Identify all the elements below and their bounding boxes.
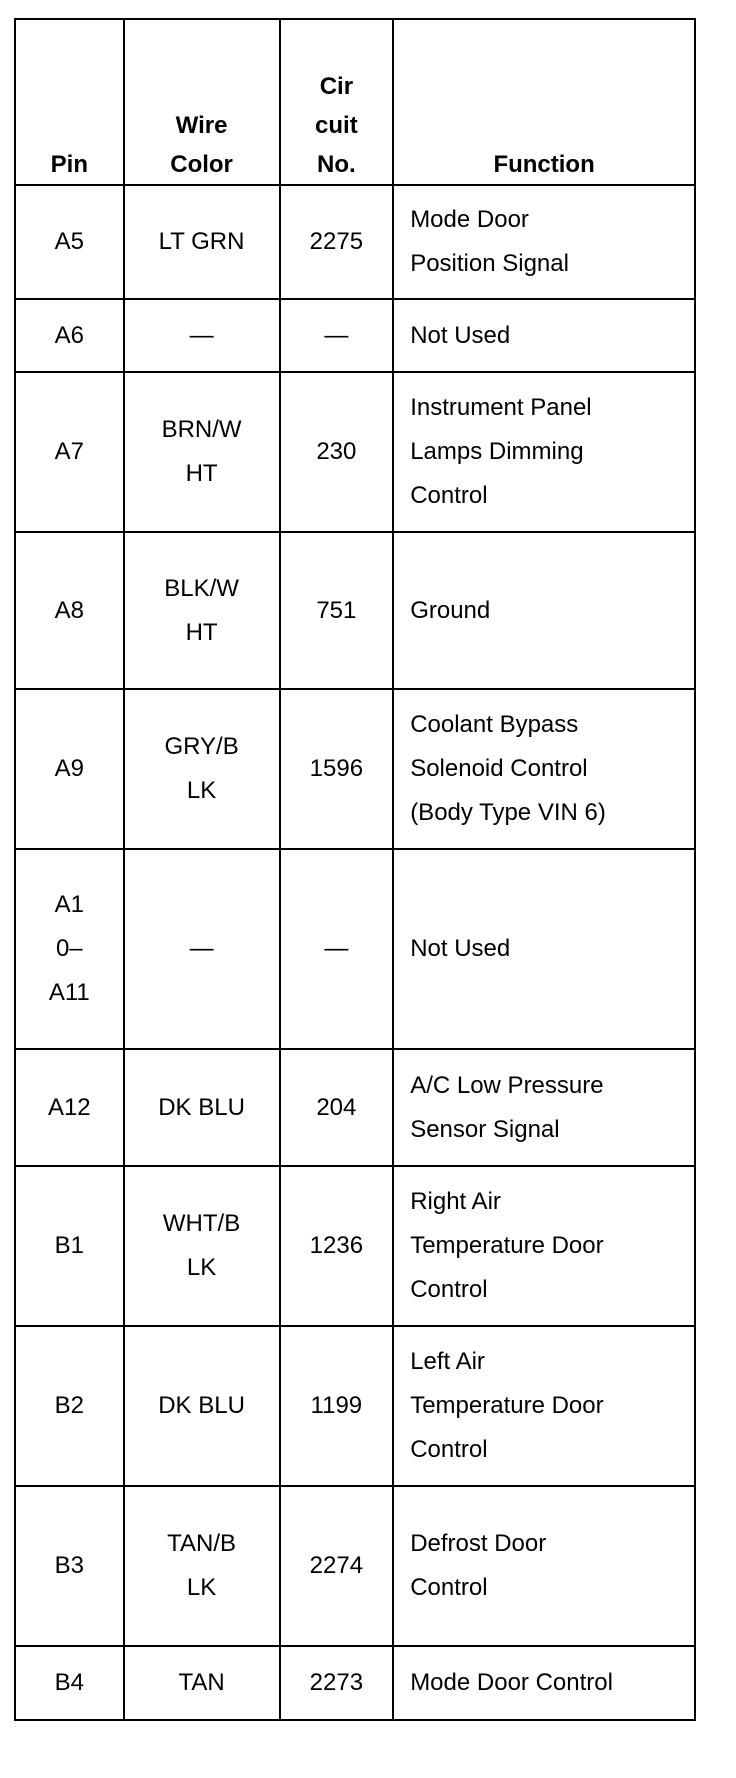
header-circuit-number: Cir cuit No. (280, 19, 394, 185)
table-row (15, 1486, 695, 1646)
header-function: Function (393, 19, 695, 185)
wire-color-cell: TAN/B LK (124, 1486, 280, 1646)
pin-cell: A8 (15, 532, 124, 689)
pin-cell: A6 (15, 299, 124, 372)
pin-cell: B1 (15, 1166, 124, 1326)
function-cell: Coolant Bypass Solenoid Control (Body Type VIN 6) (393, 689, 695, 849)
wire-color-cell: BLK/W HT (124, 532, 280, 689)
table-row (15, 1166, 695, 1326)
circuit-cell: 2273 (280, 1646, 394, 1720)
function-cell: Mode Door Position Signal (393, 185, 695, 299)
wire-color-cell: DK BLU (124, 1049, 280, 1166)
function-cell: Instrument Panel Lamps Dimming Control (393, 372, 695, 532)
table-row (15, 849, 695, 1049)
table-row (15, 1326, 695, 1486)
table-row (15, 1049, 695, 1166)
function-cell: Not Used (393, 849, 695, 1049)
pin-cell: A1 0– A11 (15, 849, 124, 1049)
circuit-cell: — (280, 849, 394, 1049)
function-cell: A/C Low Pressure Sensor Signal (393, 1049, 695, 1166)
table-row (15, 185, 695, 299)
wire-color-cell: TAN (124, 1646, 280, 1720)
circuit-cell: 2274 (280, 1486, 394, 1646)
function-cell: Ground (393, 532, 695, 689)
circuit-cell: 230 (280, 372, 394, 532)
table-row (15, 532, 695, 689)
circuit-cell: 1596 (280, 689, 394, 849)
function-cell: Right Air Temperature Door Control (393, 1166, 695, 1326)
function-cell: Left Air Temperature Door Control (393, 1326, 695, 1486)
circuit-cell: 204 (280, 1049, 394, 1166)
function-cell: Defrost Door Control (393, 1486, 695, 1646)
pin-cell: A7 (15, 372, 124, 532)
pin-cell: B3 (15, 1486, 124, 1646)
circuit-cell: 751 (280, 532, 394, 689)
header-pin: Pin (15, 19, 124, 185)
wire-color-cell: — (124, 849, 280, 1049)
table-header-row (15, 19, 695, 185)
wire-color-cell: LT GRN (124, 185, 280, 299)
circuit-cell: 1199 (280, 1326, 394, 1486)
pin-cell: A5 (15, 185, 124, 299)
function-cell: Mode Door Control (393, 1646, 695, 1720)
wire-color-cell: DK BLU (124, 1326, 280, 1486)
table-row (15, 372, 695, 532)
wire-color-cell: GRY/B LK (124, 689, 280, 849)
function-cell: Not Used (393, 299, 695, 372)
wire-color-cell: — (124, 299, 280, 372)
connector-pin-table (14, 18, 696, 1721)
pin-cell: B4 (15, 1646, 124, 1720)
table-row (15, 689, 695, 849)
wire-color-cell: BRN/W HT (124, 372, 280, 532)
circuit-cell: — (280, 299, 394, 372)
wire-color-cell: WHT/B LK (124, 1166, 280, 1326)
table-row (15, 299, 695, 372)
pin-cell: B2 (15, 1326, 124, 1486)
pin-cell: A9 (15, 689, 124, 849)
circuit-cell: 2275 (280, 185, 394, 299)
pin-cell: A12 (15, 1049, 124, 1166)
table-row (15, 1646, 695, 1720)
header-wire-color: Wire Color (124, 19, 280, 185)
circuit-cell: 1236 (280, 1166, 394, 1326)
